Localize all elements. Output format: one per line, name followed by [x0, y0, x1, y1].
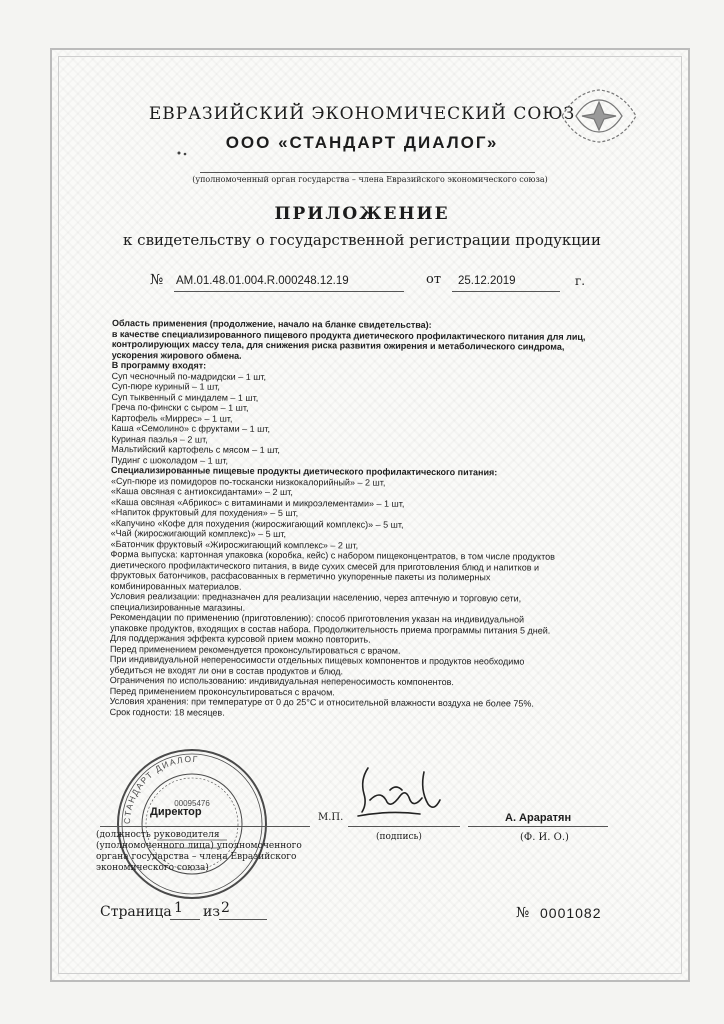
body-line: Куриная паэлья – 2 шт, — [111, 433, 208, 445]
body-line: Суп тыквенный с миндалем – 1 шт, — [111, 391, 259, 403]
director-label: Директор — [150, 806, 202, 818]
body-line: Срок годности: 18 месяцев. — [109, 706, 225, 718]
signature-icon — [350, 760, 450, 828]
serial-number: 0001082 — [540, 905, 602, 921]
body-line: Специализированные пищевые продукты диетического профилактического питания: — [111, 464, 498, 478]
body-line: Условия хранения: при температуре от 0 до 25°С и относительной влажности воздуха не более 75%. — [109, 695, 534, 709]
body-line: Форма выпуска: картонная упаковка (коробка, кейс) с набором пищеконцентратов, в том числе продуктов — [110, 548, 555, 562]
body-line: Каша «Семолино» с фруктами – 1 шт, — [111, 422, 271, 434]
body-line: «Капучино «Кофе для похудения (жиросжигающий комплекс)» – 5 шт, — [110, 517, 404, 530]
signatory-name: А. Араратян — [505, 812, 572, 824]
body-line: Суп чесночный по-мадридски – 1 шт, — [111, 370, 267, 382]
position-underline — [100, 826, 310, 827]
serial-sign: № — [516, 905, 530, 921]
body-line: «Чай (жиросжигающий комплекс)» – 5 шт, — [110, 527, 287, 540]
company-stamp — [112, 744, 272, 904]
body-line: «Каша овсяная «Абрикос» с витаминами и микроэлементами» – 1 шт, — [110, 496, 405, 509]
company-name: ООО «СТАНДАРТ ДИАЛОГ» — [225, 133, 499, 152]
page-title: ПРИЛОЖЕНИЕ — [274, 204, 450, 224]
body-line: убедиться не входят ли они в состав продуктов и блюд. — [109, 664, 344, 676]
page-current: 1 — [174, 900, 183, 916]
page-underline — [170, 919, 200, 920]
position-note-line: органа государства – члена Евразийского — [96, 852, 297, 862]
seal-place-label: М.П. — [318, 812, 344, 823]
body-line: Условия реализации: предназначен для реализации населению, через аптечную и торговую сети, — [110, 590, 522, 604]
fio-label: (Ф. И. О.) — [520, 832, 569, 843]
position-note-line: (должность руководителя — [96, 830, 220, 840]
body-line: Суп-пюре куриный – 1 шт, — [111, 380, 220, 392]
body-line: упаковке продуктов, входящих в состав набора. Продолжительность приема программы питания 5 дней. — [110, 622, 551, 636]
body-line: «Напиток фруктовый для похудения» – 5 шт, — [110, 506, 299, 519]
body-line: Рекомендации по применению (приготовлению): способ приготовления указан на индивидуальной — [110, 611, 525, 625]
date-prefix: от — [426, 272, 442, 287]
certificate-number: AM.01.48.01.004.R.000248.12.19 — [176, 275, 349, 287]
body-line: Мальтийский картофель с мясом – 1 шт, — [111, 443, 280, 456]
body-line: специализированные магазины. — [110, 601, 246, 613]
stamp-code: 00095476 — [174, 799, 210, 808]
position-note — [96, 830, 326, 874]
union-heading: ЕВРАЗИЙСКИЙ ЭКОНОМИЧЕСКИЙ СОЮЗ — [148, 104, 576, 124]
body-line: фруктовых батончиков, расфасованных в герметично укупоренные пакеты из полимерных — [110, 569, 491, 583]
body-line: При индивидуальной непереносимости отдельных пищевых компонентов и продуктов необходимо — [109, 653, 525, 667]
signature-label: (подпись) — [376, 832, 422, 842]
position-note-line: экономического союза) — [96, 863, 209, 873]
body-line: Ограничения по использованию: индивидуальная непереносимость компонентов. — [109, 674, 454, 688]
body-line: Перед применением рекомендуется проконсультироваться с врачом. — [109, 643, 401, 656]
body-line: Греча по-фински с сыром – 1 шт, — [111, 401, 249, 413]
certificate-date: 25.12.2019 — [458, 275, 516, 287]
date-underline — [452, 291, 560, 292]
body-line: ускорения жирового обмена. — [111, 349, 242, 361]
page-total-underline — [219, 919, 267, 920]
signature-underline — [348, 826, 460, 827]
name-underline — [468, 826, 608, 827]
body-line: в качестве специализированного пищевого продукта диетического профилактического питания для лиц, — [111, 328, 586, 342]
body-line: Область применения (продолжение, начало на бланке свидетельства): — [111, 318, 432, 330]
body-line: В программу входят: — [111, 359, 207, 371]
body-line: Перед применением проконсультироваться с врачом. — [109, 685, 335, 697]
certificate-number-sign: № — [150, 272, 164, 288]
body-line: контролирующих массу тела, для снижения риска развития ожирения и метаболического синдрома, — [111, 338, 565, 352]
position-note-line: (уполномоченного лица) уполномоченного — [96, 841, 302, 851]
page-total: 2 — [221, 900, 230, 916]
stamp-text: СТАНДАРТ ДИАЛОГ — [121, 753, 200, 825]
body-line: Пудинг с шоколадом – 1 шт, — [111, 454, 229, 466]
body-line: комбинированных материалов. — [110, 580, 242, 592]
body-line: Для поддержания эффекта курсовой прием можно повторить. — [110, 632, 371, 645]
year-suffix: г. — [575, 274, 586, 288]
page-of-label: из — [203, 904, 220, 920]
body-line: «Каша овсяная с антиоксидантами» – 2 шт, — [110, 485, 293, 498]
page-subtitle: к свидетельству о государственной регистрации продукции — [123, 231, 601, 249]
page-label: Страница — [100, 904, 172, 920]
body-line: Картофель «Миррес» – 1 шт, — [111, 412, 233, 424]
document-body — [110, 318, 604, 720]
body-line: диетического профилактического питания, в виде сухих смесей для приготовления блюд и напитков и — [110, 559, 540, 573]
body-line: «Суп-пюре из помидоров по-тоскански низкокалорийный» – 2 шт, — [110, 475, 386, 488]
number-underline — [174, 291, 404, 292]
body-line: «Батончик фруктовый «Жиросжигающий комплекс» – 2 шт, — [110, 538, 359, 551]
authority-note: (уполномоченный орган государства – члена Евразийского экономического союза) — [192, 175, 548, 184]
divider — [200, 172, 535, 173]
